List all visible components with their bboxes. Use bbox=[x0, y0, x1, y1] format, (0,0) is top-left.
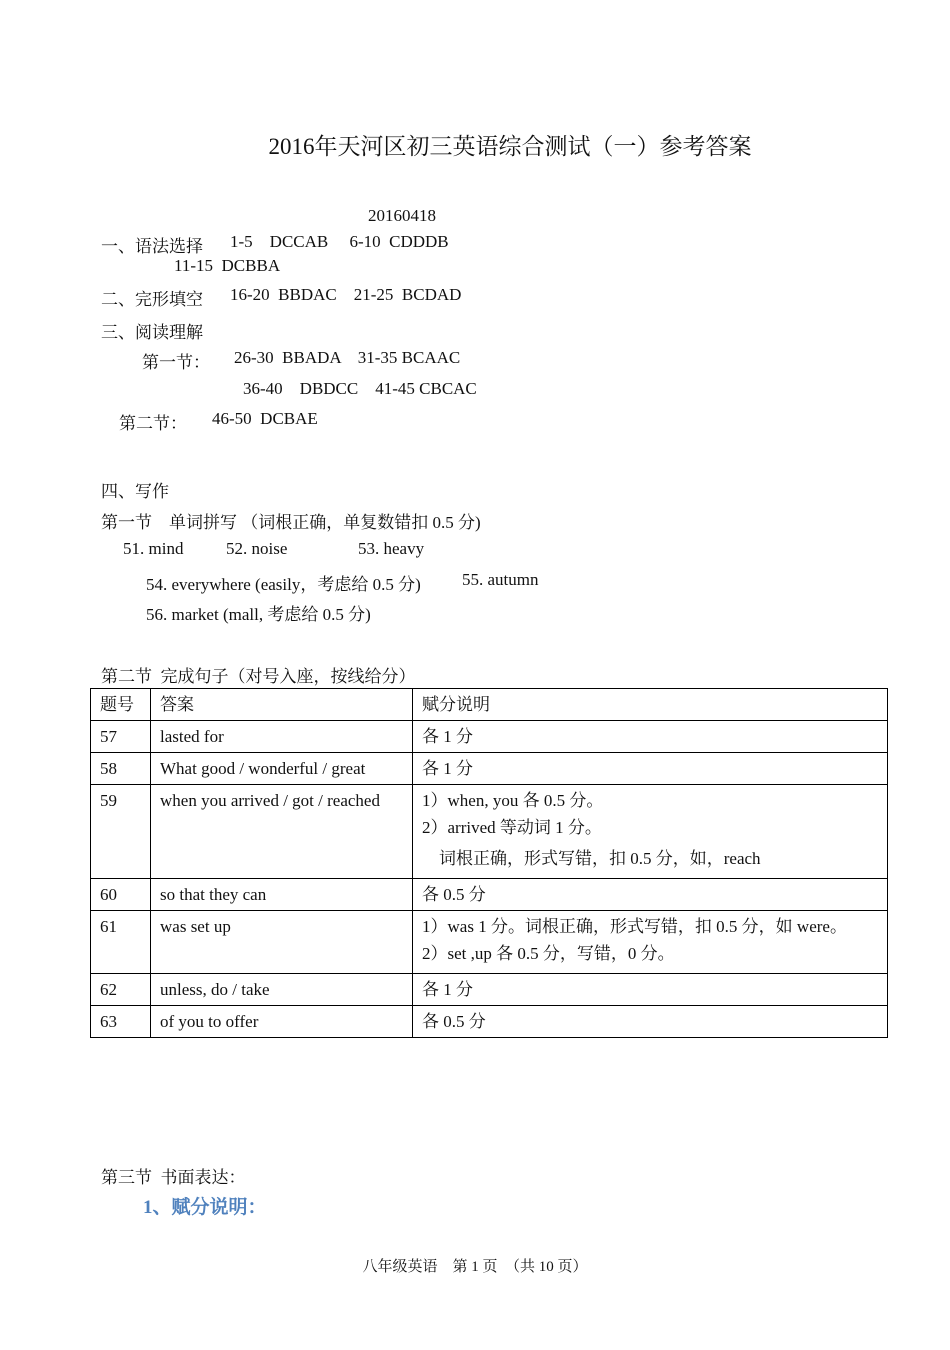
row-number: 59 bbox=[91, 785, 151, 879]
section2-answers: 16-20 BBDAC 21-25 BCDAD bbox=[230, 285, 462, 304]
table-row bbox=[91, 974, 888, 1006]
row-answer: of you to offer bbox=[151, 1006, 413, 1038]
row-scoring: 各 1 分 bbox=[413, 753, 888, 785]
table-row bbox=[91, 721, 888, 753]
table-row bbox=[91, 1006, 888, 1038]
section2-heading: 二、完形填空 bbox=[101, 290, 203, 309]
section3-part1-line2: 36-40 DBDCC 41-45 CBCAC bbox=[243, 379, 477, 398]
section4-part1-title: 第一节 单词拼写 （词根正确，单复数错扣 0.5 分) bbox=[101, 513, 481, 532]
scoring-note: 2）arrived 等动词 1 分。 bbox=[422, 818, 602, 837]
header-answer: 答案 bbox=[151, 689, 413, 721]
scoring-note: 1）when, you 各 0.5 分。 bbox=[422, 791, 604, 810]
table-header-row bbox=[91, 689, 888, 721]
row-answer: lasted for bbox=[151, 721, 413, 753]
row-answer: when you arrived / got / reached bbox=[151, 785, 413, 879]
row-answer: unless, do / take bbox=[151, 974, 413, 1006]
row-scoring bbox=[413, 785, 888, 879]
table-row bbox=[91, 753, 888, 785]
section4-part2-title: 第二节 完成句子（对号入座，按线给分） bbox=[101, 667, 416, 686]
section3-part2-label: 第二节： bbox=[119, 414, 187, 433]
section1-answers-line1: 1-5 DCCAB 6-10 CDDDB bbox=[230, 232, 449, 251]
row-number: 61 bbox=[91, 911, 151, 974]
row-number: 60 bbox=[91, 879, 151, 911]
word-answer-54: 54. everywhere (easily，考虑给 0.5 分) bbox=[146, 575, 421, 594]
row-scoring: 各 1 分 bbox=[413, 721, 888, 753]
scoring-note: 2）set ,up 各 0.5 分，写错，0 分。 bbox=[422, 944, 675, 963]
section3-heading: 三、阅读理解 bbox=[101, 323, 203, 342]
row-number: 58 bbox=[91, 753, 151, 785]
section3-part1-line1: 26-30 BBADA 31-35 BCAAC bbox=[234, 348, 461, 367]
word-answer-56: 56. market (mall, 考虑给 0.5 分) bbox=[146, 605, 371, 624]
answer-table bbox=[90, 688, 888, 1038]
word-answer-53: 53. heavy bbox=[358, 539, 425, 558]
section4-heading: 四、写作 bbox=[101, 482, 169, 501]
table-row bbox=[91, 911, 888, 974]
word-answer-52: 52. noise bbox=[226, 539, 288, 558]
header-number: 题号 bbox=[91, 689, 151, 721]
row-answer: What good / wonderful / great bbox=[151, 753, 413, 785]
scoring-description-heading: 1、赋分说明： bbox=[143, 1197, 267, 1218]
word-answer-51: 51. mind bbox=[123, 539, 184, 558]
row-answer: so that they can bbox=[151, 879, 413, 911]
row-scoring: 各 1 分 bbox=[413, 974, 888, 1006]
row-number: 63 bbox=[91, 1006, 151, 1038]
section3-part1-label: 第一节： bbox=[142, 353, 210, 372]
row-scoring: 各 0.5 分 bbox=[413, 879, 888, 911]
section1-heading: 一、语法选择 bbox=[101, 237, 203, 256]
scoring-note: 1）was 1 分。词根正确，形式写错，扣 0.5 分，如 were。 bbox=[422, 917, 847, 936]
word-answer-55: 55. autumn bbox=[462, 570, 539, 589]
page-footer: 八年级英语 第 1 页 （共 10 页） bbox=[362, 1259, 588, 1275]
row-answer: was set up bbox=[151, 911, 413, 974]
row-number: 57 bbox=[91, 721, 151, 753]
date: 20160418 bbox=[368, 206, 436, 225]
row-scoring bbox=[413, 911, 888, 974]
scoring-note: 词根正确，形式写错，扣 0.5 分，如，reach bbox=[422, 849, 761, 868]
header-scoring: 赋分说明 bbox=[413, 689, 888, 721]
table-row bbox=[91, 785, 888, 879]
table-row bbox=[91, 879, 888, 911]
section1-answers-line2: 11-15 DCBBA bbox=[174, 256, 281, 275]
row-scoring: 各 0.5 分 bbox=[413, 1006, 888, 1038]
section3-part2-line: 46-50 DCBAE bbox=[212, 409, 318, 428]
section4-part3-title: 第三节 书面表达： bbox=[101, 1168, 246, 1187]
page-title: 2016年天河区初三英语综合测试（一）参考答案 bbox=[268, 134, 752, 159]
row-number: 62 bbox=[91, 974, 151, 1006]
